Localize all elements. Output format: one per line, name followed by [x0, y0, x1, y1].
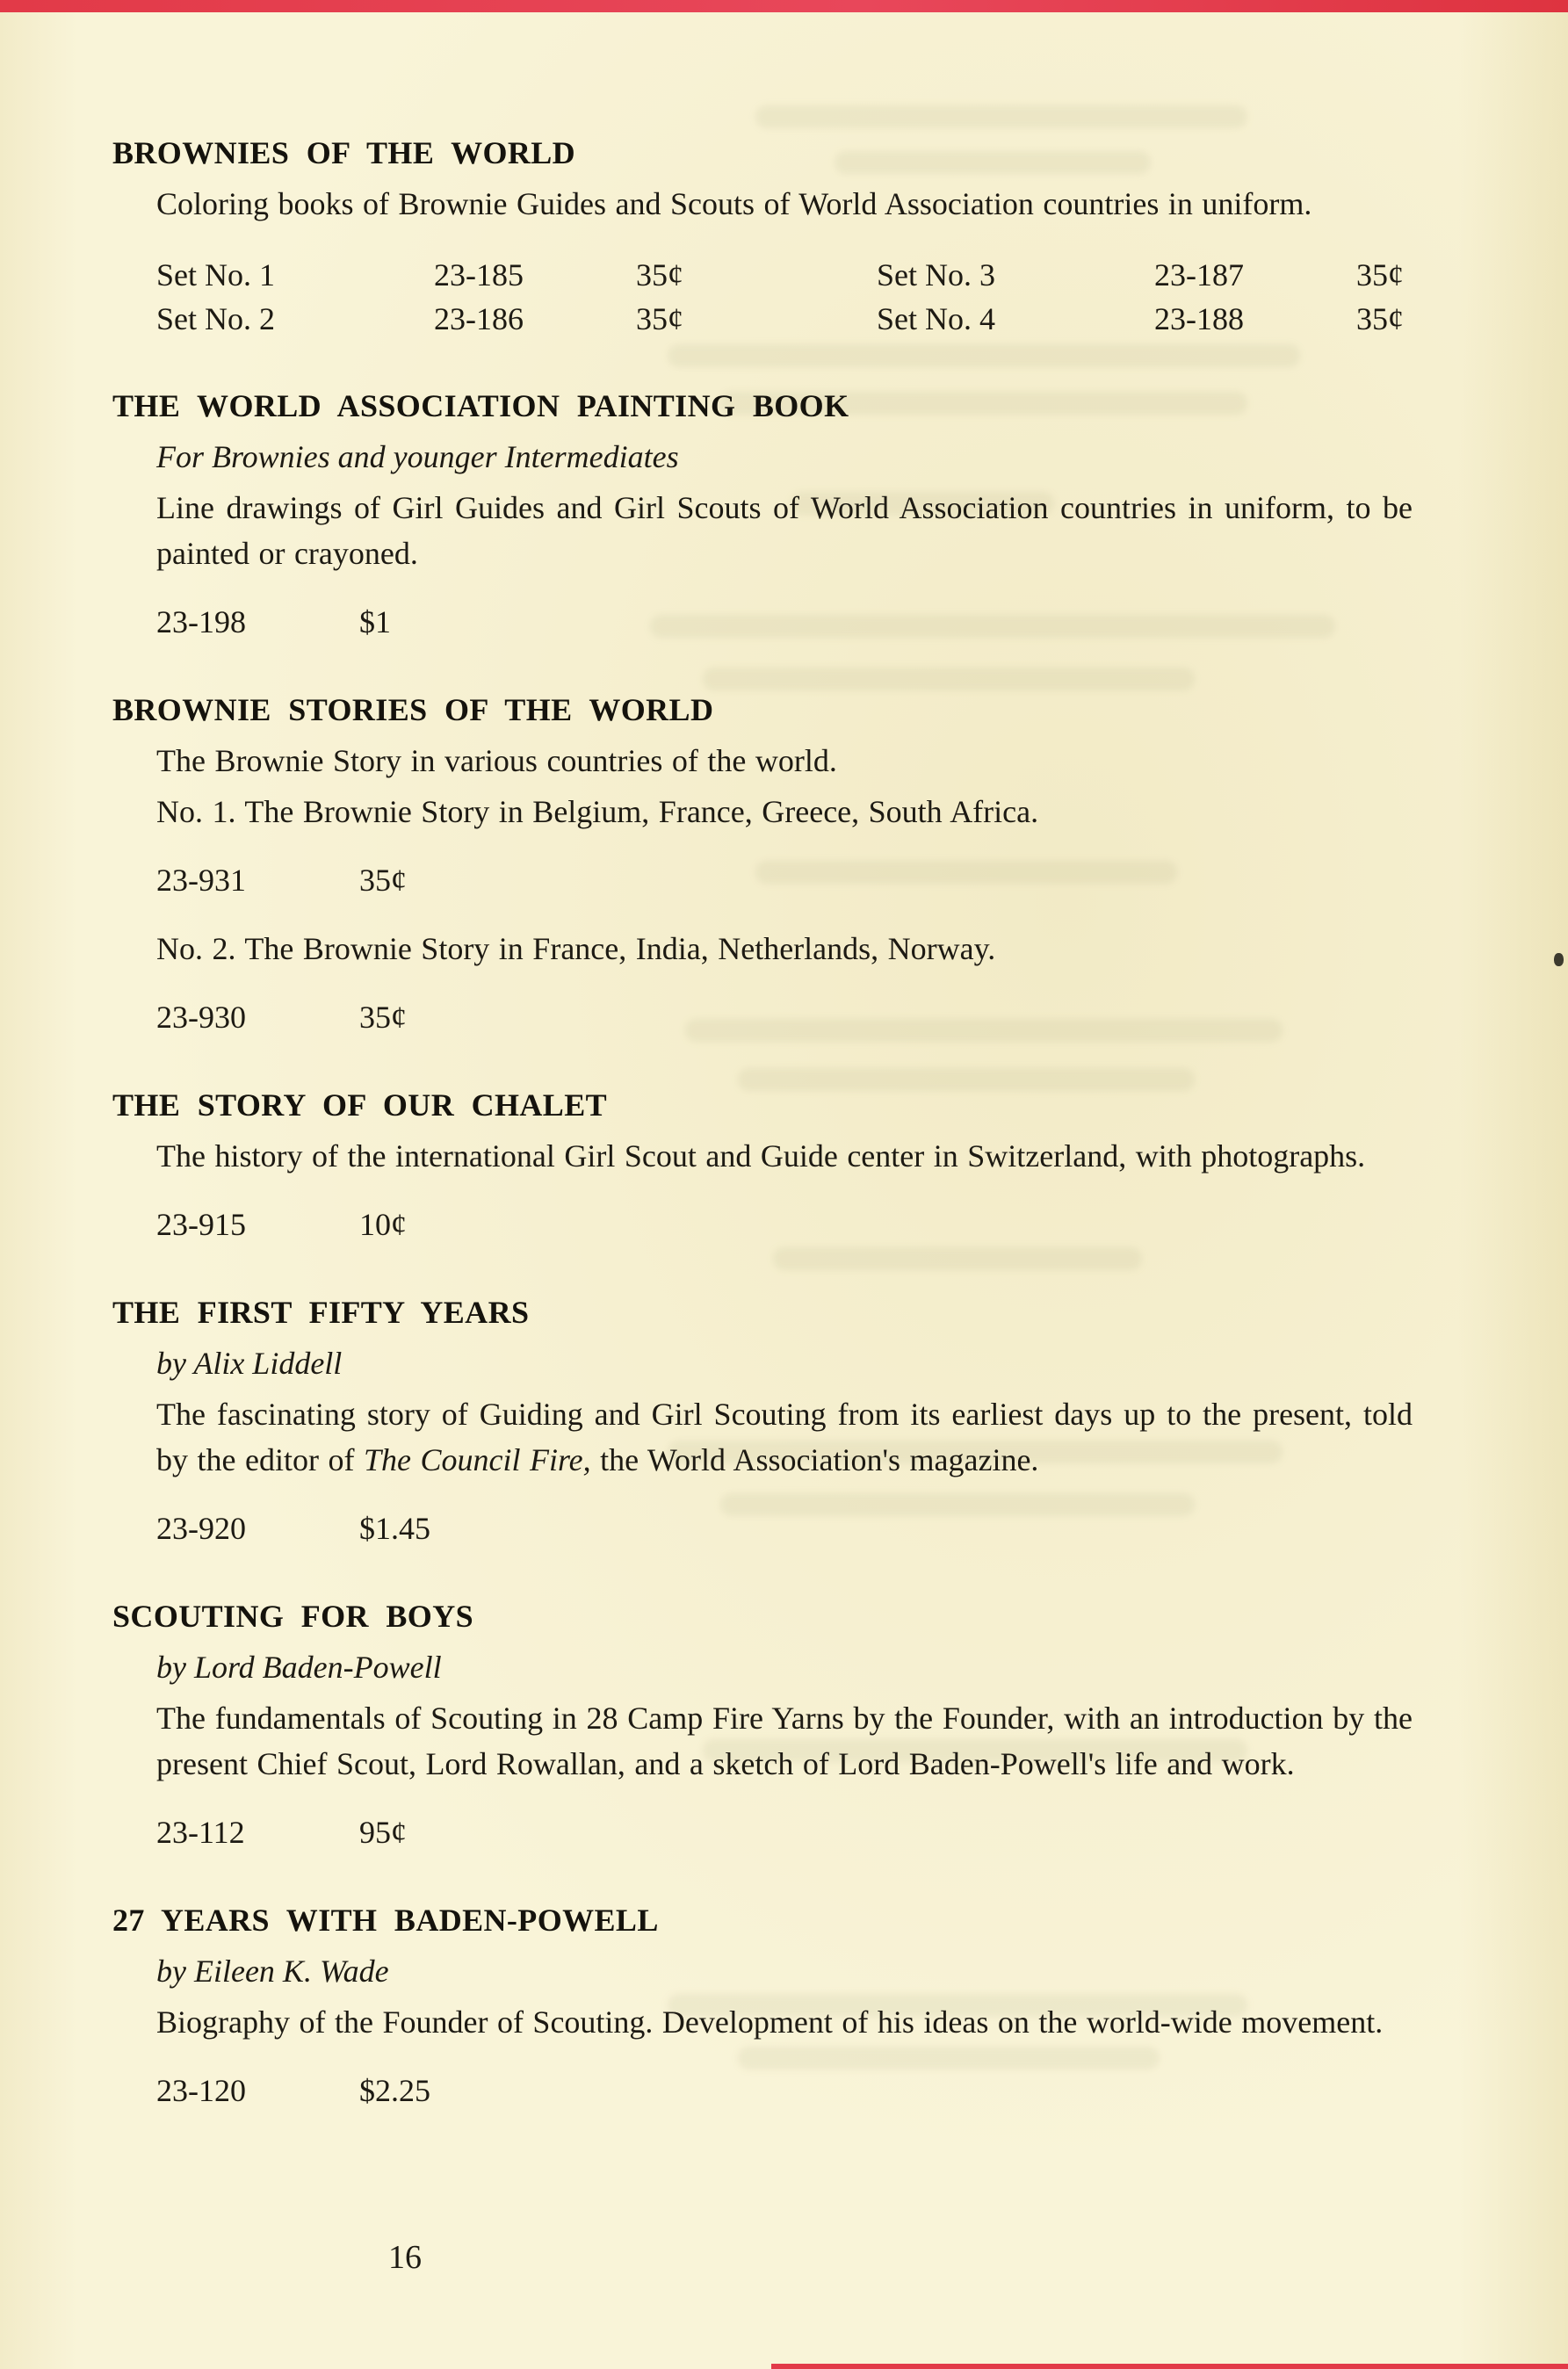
catalog-entry-27-years-with-baden-powell — [112, 1897, 1413, 2113]
set-price-table — [156, 253, 1413, 341]
entry-item-text: No. 1. The Brownie Story in Belgium, France, Greece, South Africa. — [156, 794, 1039, 829]
catalog-entry-brownies-of-the-world — [112, 130, 1413, 341]
entry-title: THE WORLD ASSOCIATION PAINTING BOOK — [112, 388, 849, 423]
entry-price-line — [156, 599, 1413, 645]
entry-title: THE FIRST FIFTY YEARS — [112, 1295, 530, 1330]
catalog-entry-scouting-for-boys — [112, 1593, 1413, 1855]
catalog-number: 23-186 — [434, 301, 524, 336]
entry-title: BROWNIE STORIES OF THE WORLD — [112, 692, 714, 727]
description-text: The fascinating story of Guiding and Girl Scouting from its earliest days up to the present, told by the editor of — [156, 1397, 1413, 1477]
set-label: Set No. 3 — [877, 257, 995, 293]
entry-description: The Brownie Story in various countries of the world. — [156, 743, 837, 778]
price: 35¢ — [359, 863, 407, 898]
price: $1 — [359, 604, 391, 639]
catalog-number: 23-185 — [434, 257, 524, 293]
price: 35¢ — [636, 301, 683, 336]
catalog-number: 23-915 — [156, 1207, 246, 1242]
price: $2.25 — [359, 2073, 430, 2108]
entry-title: SCOUTING FOR BOYS — [112, 1599, 474, 1634]
catalog-number: 23-198 — [156, 604, 246, 639]
entry-description: Coloring books of Brownie Guides and Scouts of World Association countries in uniform. — [156, 186, 1312, 221]
price: 10¢ — [359, 1207, 407, 1242]
entry-description: Biography of the Founder of Scouting. Development of his ideas on the world-wide movement. — [156, 2004, 1384, 2040]
entry-author: by Lord Baden-Powell — [156, 1650, 442, 1685]
description-text: the World Association's magazine. — [590, 1442, 1039, 1477]
entry-author: by Alix Liddell — [156, 1346, 343, 1381]
set-label: Set No. 4 — [877, 301, 995, 336]
set-row — [156, 297, 1413, 341]
price: 35¢ — [359, 1000, 407, 1035]
entry-price-line — [156, 2068, 1413, 2113]
set-row — [156, 253, 1413, 297]
price: 35¢ — [636, 257, 683, 293]
entry-description: The fundamentals of Scouting in 28 Camp Fire Yarns by the Founder, with an introduction by the present Chief Scout, Lord Rowallan, and a sketch of Lord Baden-Powell's life and work. — [156, 1701, 1413, 1781]
entry-price-line — [156, 1809, 1413, 1855]
red-top-edge — [0, 0, 1568, 12]
catalog-entry-brownie-stories-of-the-world — [112, 687, 1413, 1040]
entry-price-line — [156, 1202, 1413, 1247]
catalog-entry-first-fifty-years — [112, 1289, 1413, 1551]
catalog-number: 23-930 — [156, 1000, 246, 1035]
catalog-number: 23-920 — [156, 1511, 246, 1546]
set-label: Set No. 1 — [156, 257, 275, 293]
price: $1.45 — [359, 1511, 430, 1546]
catalog-entry-story-of-our-chalet — [112, 1082, 1413, 1247]
set-label: Set No. 2 — [156, 301, 275, 336]
red-bottom-edge — [771, 2364, 1568, 2369]
entry-author: by Eileen K. Wade — [156, 1954, 389, 1989]
catalog-number: 23-112 — [156, 1815, 245, 1850]
scan-speck — [1554, 953, 1564, 966]
entry-price-line — [156, 994, 1413, 1040]
price: 35¢ — [1356, 301, 1404, 336]
catalog-number: 23-188 — [1154, 301, 1244, 336]
entry-subtitle: For Brownies and younger Intermediates — [156, 439, 679, 474]
book-title-reference: The Council Fire, — [363, 1442, 591, 1477]
entry-price-line — [156, 1506, 1413, 1551]
catalog-number: 23-187 — [1154, 257, 1244, 293]
entry-description: The history of the international Girl Scout and Guide center in Switzerland, with photographs. — [156, 1138, 1366, 1174]
entry-title: BROWNIES OF THE WORLD — [112, 135, 576, 170]
price: 95¢ — [359, 1815, 407, 1850]
page-content — [112, 130, 1413, 2156]
entry-title: 27 YEARS WITH BADEN-POWELL — [112, 1903, 659, 1938]
entry-description: Line drawings of Girl Guides and Girl Scouts of World Association countries in uniform, to be painted or crayoned. — [156, 490, 1413, 571]
price: 35¢ — [1356, 257, 1404, 293]
catalog-number: 23-120 — [156, 2073, 246, 2108]
page-number: 16 — [388, 2239, 422, 2276]
entry-description — [156, 1391, 1413, 1483]
entry-title: THE STORY OF OUR CHALET — [112, 1087, 608, 1123]
catalog-number: 23-931 — [156, 863, 246, 898]
catalog-entry-world-association-painting-book — [112, 383, 1413, 645]
entry-item-text: No. 2. The Brownie Story in France, India, Netherlands, Norway. — [156, 931, 996, 966]
entry-price-line — [156, 857, 1413, 903]
